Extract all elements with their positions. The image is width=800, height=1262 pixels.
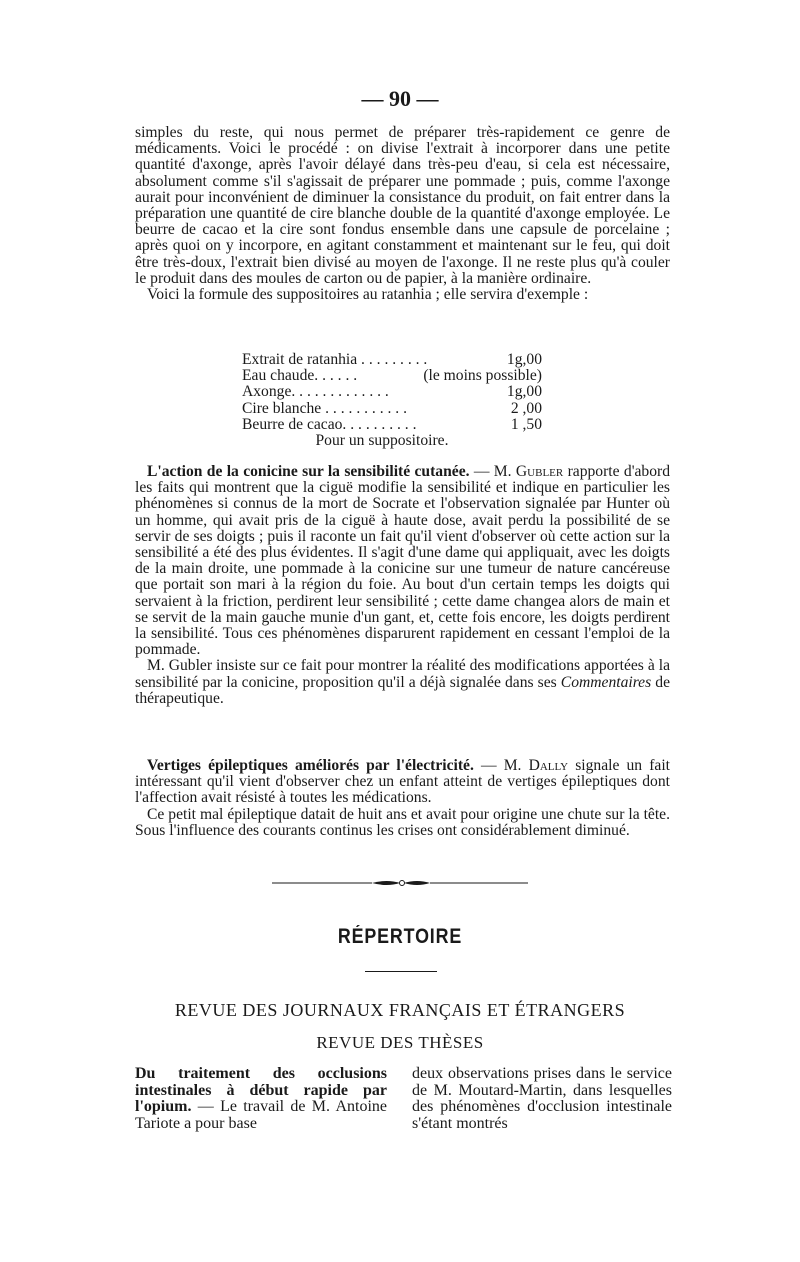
conicine-p2-italic: Commentaires — [560, 673, 652, 691]
article-left-text: — Le travail de M. Antoine Tariote a pour base — [135, 1098, 387, 1132]
formula-ingredient: Axonge. . . . . . . . . . . . . — [242, 383, 389, 401]
vertiges-paragraph-2: Ce petit mal épileptique datait de huit ans et avait pour origine une chute sur la tête. Sous l'influence des courants continus les crises ont considérablement diminué. — [135, 805, 670, 839]
formula-row — [242, 368, 542, 384]
formula-quantity: 1g,00 — [506, 383, 542, 401]
article-left-column — [135, 1066, 387, 1132]
formula-row — [242, 401, 542, 417]
formula-row — [242, 352, 542, 368]
formula-table — [242, 352, 542, 449]
repertoire-title: RÉPERTOIRE — [337, 925, 463, 948]
page-number: — 90 — — [361, 86, 439, 111]
formula-caption: Pour un suppositoire. — [315, 432, 449, 450]
revue-theses-heading: REVUE DES THÈSES — [316, 1033, 484, 1052]
conicine-heading: L'action de la conicine sur la sensibilité cutanée. — [147, 463, 470, 480]
conicine-section — [135, 464, 670, 707]
conicine-p2-start: M. Gubler insiste sur ce fait pour montrer la réalité des modifications apportées à la sensibilité par la conicine, proposition qu'il a déjà signalée dans ses — [135, 657, 670, 691]
vertiges-section — [135, 758, 670, 839]
formula-quantity: 1 ,50 — [510, 415, 542, 433]
vertiges-author: Dally — [528, 757, 569, 774]
intro-section — [135, 125, 670, 303]
formula-ingredient: Extrait de ratanhia . . . . . . . . . — [242, 351, 428, 368]
formula-ingredient: Eau chaude. . . . . . — [242, 367, 358, 385]
conicine-paragraph-2 — [135, 658, 670, 707]
repertoire-rule — [365, 971, 437, 972]
vertiges-paragraph — [135, 758, 670, 807]
vertiges-heading: Vertiges épileptiques améliorés par l'électricité. — [147, 757, 474, 774]
intro-paragraph: simples du reste, qui nous permet de préparer très-rapidement ce genre de médicaments. Voici le procédé : on divise l'extrait à incorporer dans une petite quantité d'axonge, après l'avoir délayé dans très-peu d'eau, si cela est nécessaire, absolument comme s'il s'agissait de préparer une pommade ; puis, comme l'axonge aurait pour inconvénient de diminuer la consistance du produit, on fait entrer dans la préparation une quantité de cire blanche double de la quantité d'axonge employée. Le beurre de cacao et la cire sont fondus ensemble dans une capsule de porcelaine ; après quoi on y incorpore, en agitant constamment et maintenant sur le feu, qui doit être très-doux, l'extrait bien divisé au moyen de l'axonge. Il ne reste plus qu'à couler le produit dans des moules de carton ou de papier, à la manière ordinaire. — [135, 124, 670, 287]
revue-journaux-heading: REVUE DES JOURNAUX FRANÇAIS ET ÉTRANGERS — [174, 1000, 626, 1020]
formula-row — [242, 384, 542, 400]
conicine-author: Gubler — [515, 463, 564, 480]
article-left-paragraph — [135, 1066, 387, 1132]
formula-quantity: 2 ,00 — [510, 399, 542, 417]
conicine-text: rapporte d'abord les faits qui montrent que la ciguë modifie la sensibilité et indique en particulier les phénomènes si connus de la mort de Socrate et l'observation signalée par Hunter où un homme, qui avait pris de la ciguë à haute dose, avait perdu la possibilité de se servir de ses doigts ; puis il raconte un fait qu'il vient d'observer où cette action sur la sensibilité a été des plus évidentes. Il s'agit d'une dame qui appliquait, avec les doigts de la main droite, une pommade à la conicine sur une tumeur de nature cancéreuse que portait son mari à la région du foie. Au bout d'un certain temps les doigts qui servaient à la friction, perdirent leur sensibilité ; cette dame changea alors de main et se servit de la main gauche munie d'un gant, et, cette fois encore, les doigts perdirent la sensibilité. Tous ces phénomènes disparurent rapidement en cessant l'emploi de la pommade. — [135, 463, 671, 659]
formula-intro: Voici la formule des suppositoires au ratanhia ; elle servira d'exemple : — [147, 286, 589, 304]
formula-ingredient: Beurre de cacao. . . . . . . . . . — [242, 415, 417, 433]
ornament-divider — [272, 878, 528, 888]
conicine-p2-end: de thérapeutique. — [135, 673, 670, 707]
vertiges-dash: — M. — [473, 757, 529, 774]
formula-quantity: 1g,00 — [506, 351, 542, 368]
conicine-dash: — M. — [469, 463, 516, 480]
article-right-column — [412, 1066, 672, 1132]
formula-row — [242, 417, 542, 433]
formula-quantity: (le moins possible) — [423, 367, 542, 385]
formula-ingredient: Cire blanche . . . . . . . . . . . — [242, 399, 407, 417]
article-heading: Du traitement des occlusions intestinales à début rapide par l'opium. — [135, 1065, 387, 1115]
article-right-text: deux observations prises dans le service de M. Moutard-Martin, dans lesquelles des phénomènes d'occlusion intestinale s'étant montrés — [412, 1065, 672, 1132]
conicine-paragraph — [135, 464, 670, 658]
vertiges-text: signale un fait intéressant qu'il vient d'observer chez un enfant atteint de vertiges épileptiques dont l'affection avait résisté à toutes les médications. — [135, 757, 671, 807]
